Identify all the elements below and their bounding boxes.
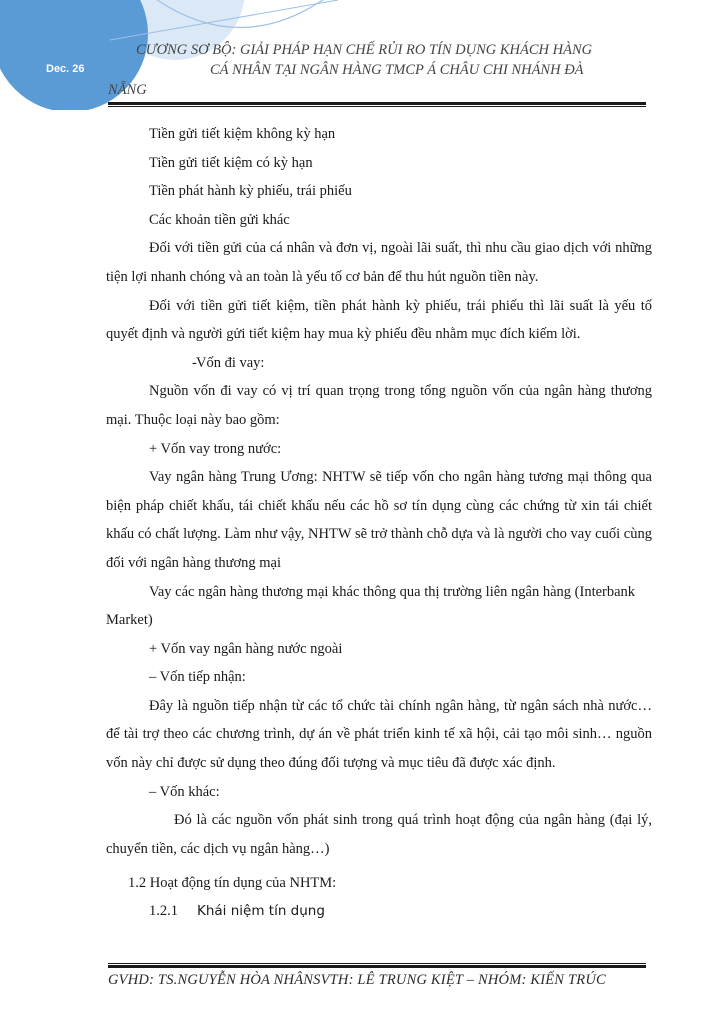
paragraph: Tiền gửi tiết kiệm không kỳ hạn: [149, 126, 336, 142]
paragraph: – Vốn tiếp nhận:: [149, 669, 246, 686]
paragraph: Vay các ngân hàng thương mại khác thông qua thị trường liên ngân hàng (Interbank Market): [106, 583, 636, 629]
document-body: [106, 120, 652, 925]
paragraph: Vay ngân hàng Trung Ương: NHTW sẽ tiếp vốn cho ngân hàng tương mại thông qua biện pháp chiết khấu, tái chiết khấu nếu các hồ sơ tín dụng cùng các chứng từ xin tái chiết khấu có chất lượng. Làm như vậy, NHTW sẽ trở thành chỗ dựa và là người cho vay cuối cùng đối với ngân hàng thương mại: [106, 469, 652, 571]
paragraph: + Vốn vay ngân hàng nước ngoài: [149, 640, 343, 657]
list-item: -Vốn đi vay:: [106, 349, 652, 378]
paragraph: Đó là các nguồn vốn phát sinh trong quá trình hoạt động của ngân hàng (đại lý, chuyển tiền, các dịch vụ ngân hàng…): [106, 812, 652, 857]
paragraph: Đây là nguồn tiếp nhận từ các tổ chức tài chính ngân hàng, từ ngân sách nhà nước…để tài trợ theo các chương trình, dự án về phát triển kinh tế xã hội, cải tạo môi sinh… nguồn vốn này chỉ được sử dụng theo đúng đối tượng và mục tiêu đã được xác định.: [106, 697, 652, 772]
paragraph: Tiền phát hành kỳ phiếu, trái phiếu: [149, 183, 352, 200]
subsection-heading: 1.2.1 Khái niệm tín dụng: [149, 903, 325, 920]
header-rule: [108, 102, 646, 105]
bullet-dash: -: [192, 354, 197, 371]
footer-rule-thin: [108, 963, 646, 964]
paragraph: Các khoản tiền gửi khác: [149, 211, 290, 228]
header-rule-thin: [108, 106, 646, 107]
paragraph: Đối với tiền gửi của cá nhân và đơn vị, ngoài lãi suất, thì nhu cầu giao dịch với những tiện lợi nhanh chóng và an toàn là yếu tố cơ bản để thu hút nguồn tiền này.: [106, 240, 652, 285]
section-heading: 1.2 Hoạt động tín dụng của NHTM:: [128, 875, 337, 892]
paragraph: Tiền gửi tiết kiệm có kỳ hạn: [149, 154, 313, 171]
paragraph: Nguồn vốn đi vay có vị trí quan trọng trong tổng nguồn vốn của ngân hàng thương mại. Thuộc loại này bao gồm:: [106, 383, 652, 428]
page-footer: GVHD: TS.NGUYỄN HÒA NHÂNSVTH: LÊ TRUNG KIỆT – NHÓM: KIẾN TRÚC: [108, 972, 606, 988]
date-badge: Dec. 26: [46, 63, 85, 75]
paragraph: – Vốn khác:: [149, 783, 220, 800]
footer-rule: [108, 965, 646, 968]
paragraph: + Vốn vay trong nước:: [149, 440, 282, 457]
page-header-title: CƯƠNG SƠ BỘ: GIẢI PHÁP HẠN CHẾ RỦI RO TÍN DỤNG KHÁCH HÀNG CÁ NHÂN TẠI NGÂN HÀNG TMCP Á CHÂU CHI NHÁNH ĐÀ NẴNG: [108, 42, 593, 98]
paragraph: Đối với tiền gửi tiết kiệm, tiền phát hành kỳ phiếu, trái phiếu thì lãi suất là yếu tố quyết định và người gửi tiết kiệm hay mua kỳ phiếu đều nhằm mục đích kiếm lời.: [106, 297, 652, 343]
